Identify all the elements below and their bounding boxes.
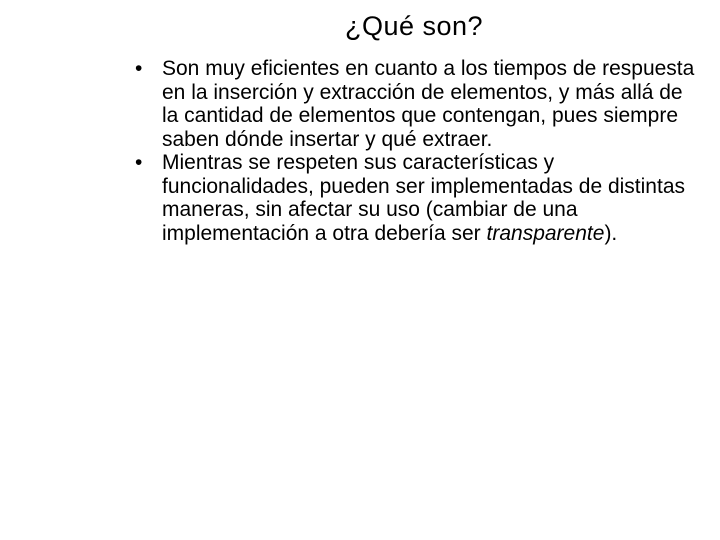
bullet-text-emphasis: transparente: [486, 221, 605, 245]
bullet-text: Son muy eficientes en cuanto a los tiempos de respuesta en la inserción y extracción de elementos, y más allá de la cantidad de elementos que contengan, pues siempre saben dónde insertar y qué extraer.: [162, 57, 695, 151]
bullet-item: [135, 57, 695, 151]
bullet-marker-icon: •: [135, 151, 143, 174]
bullet-marker-icon: •: [135, 57, 143, 80]
bullet-item: [135, 151, 695, 245]
bullet-text: Mientras se respeten sus características y funcionalidades, pueden ser implementadas de distintas maneras, sin afectar su uso (cambiar de una implementación a otra debería ser: [162, 151, 686, 245]
bullet-text-end: ).: [604, 221, 618, 245]
bullet-list: [135, 57, 695, 245]
slide-title: ¿Qué son?: [344, 11, 484, 41]
